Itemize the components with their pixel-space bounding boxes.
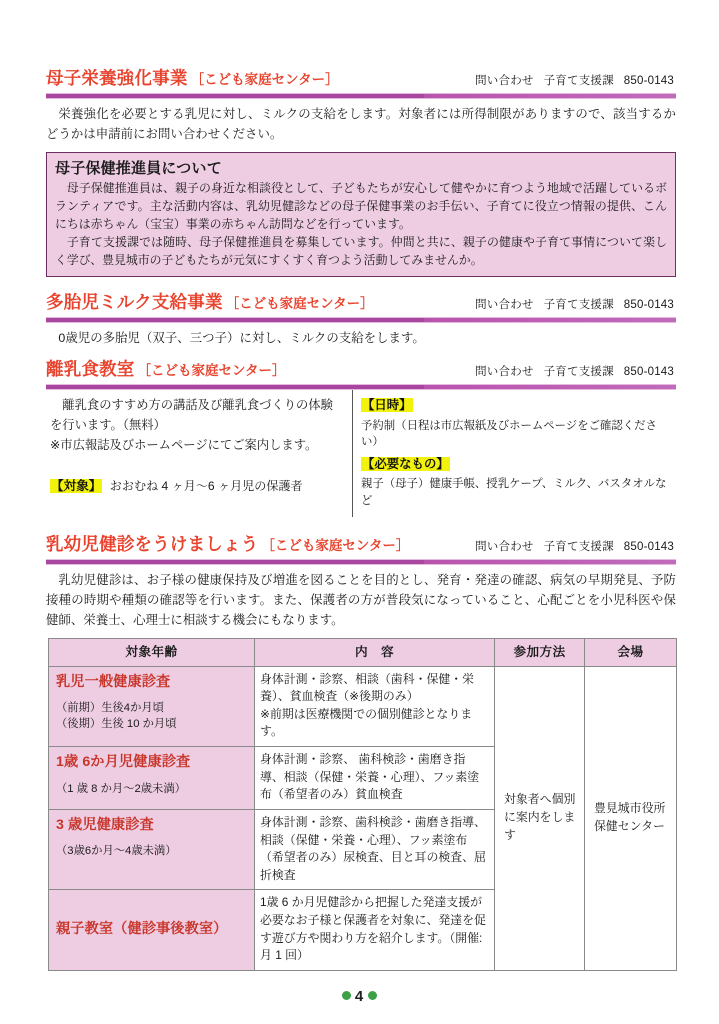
section-boshi-eiyo bbox=[46, 66, 676, 157]
page-footer bbox=[0, 988, 719, 1005]
table-cell-method: 対象者へ個別に案内をします bbox=[495, 666, 585, 970]
table-header-row bbox=[49, 639, 677, 667]
weaning-class-datetime-label-row bbox=[361, 396, 674, 415]
table-header-content: 内 容 bbox=[255, 639, 495, 667]
section-title-bracket: ［こども家庭センター］ bbox=[225, 296, 374, 311]
table-cell-content: 身体計測・診察、 歯科検診・歯磨き指導、相談（保健・栄養・心理）、フッ素塗布（希望者のみ）貧血検査 bbox=[255, 747, 495, 810]
bullet-dot-left-icon bbox=[342, 991, 351, 1000]
weaning-class-target-label: 【対象】 bbox=[51, 478, 102, 493]
table-header-age: 対象年齢 bbox=[49, 639, 255, 667]
weaning-class-description: 離乳食のすすめ方の講話及び離乳食づくりの体験を行います。（無料） bbox=[50, 398, 333, 432]
checkup-age-range: （3歳6か月～4歳未満） bbox=[56, 845, 177, 858]
weaning-class-needed-label-row bbox=[361, 455, 674, 474]
table-row bbox=[49, 666, 677, 746]
weaning-class-datetime-label: 【日時】 bbox=[362, 398, 412, 412]
section-title-bracket: ［こども家庭センター］ bbox=[261, 538, 410, 553]
weaning-class-needed-label: 【必要なもの】 bbox=[362, 456, 449, 471]
page-number: 4 bbox=[354, 988, 365, 1005]
section-header bbox=[46, 290, 676, 316]
bullet-dot-right-icon bbox=[368, 991, 377, 1000]
checkup-age-range: （前期）生後4か月頃 （後期）生後 10 か月頃 bbox=[56, 702, 177, 731]
section-title: 多胎児ミルク支給事業 ［こども家庭センター］ bbox=[46, 292, 374, 312]
promoter-box-paragraph-1: 母子保健推進員は、親子の身近な相談役として、子どもたちが安心して健やかに育つよう地域で活躍しているボランティアです。主な活動内容は、乳幼児健診などの母子保健事業のお手伝い、子育てに役立つ情報の提供、こんにちは赤ちゃん（宝宝）事業の赤ちゃん訪問などを行っています。 bbox=[55, 181, 667, 232]
section-body-text: 0歳児の多胎児（双子、三つ子）に対し、ミルクの支給をします。 bbox=[58, 331, 425, 345]
section-header bbox=[46, 532, 676, 558]
section-tataiji-milk bbox=[46, 290, 676, 360]
weaning-class-panel bbox=[46, 390, 676, 517]
checkup-name: 乳児一般健康診査 bbox=[56, 673, 171, 690]
section-divider-rule bbox=[46, 93, 676, 99]
table-cell-age bbox=[49, 890, 255, 970]
section-title: 離乳食教室 ［こども家庭センター］ bbox=[46, 359, 286, 379]
table-cell-content: 身体計測・診察、歯科検診・歯磨き指導、相談（保健・栄養・心理）、フッ素塗布（希望者のみ）尿検査、目と耳の検査、屈折検査 bbox=[255, 809, 495, 889]
table-cell-age bbox=[49, 809, 255, 889]
weaning-class-needed-value: 親子（母子）健康手帳、授乳ケープ、ミルク、バスタオルなど bbox=[361, 478, 667, 507]
section-divider-rule bbox=[46, 559, 676, 565]
section-title: 母子栄養強化事業 ［こども家庭センター］ bbox=[46, 68, 339, 88]
checkup-name: 親子教室（健診事後教室） bbox=[56, 921, 228, 938]
section-contact: 問い合わせ 子育て支援課 850-0143 bbox=[475, 75, 674, 87]
section-title-bracket: ［こども家庭センター］ bbox=[137, 363, 286, 378]
weaning-class-datetime-value: 予約制（日程は市広報紙及びホームページをご確認ください） bbox=[361, 419, 657, 449]
checkup-table bbox=[48, 638, 677, 971]
table-header-venue: 会場 bbox=[585, 639, 677, 667]
table-cell-content: 身体計測・診察、相談（歯科・保健・栄養）、貧血検査（※後期のみ） ※前期は医療機関での個別健診となります。 bbox=[255, 666, 495, 746]
section-nyuyoji-kenshin bbox=[46, 532, 676, 643]
promoter-info-box bbox=[46, 152, 676, 277]
checkup-name: 3 歳児健康診査 bbox=[56, 816, 154, 833]
section-contact: 問い合わせ 子育て支援課 850-0143 bbox=[475, 541, 674, 553]
table-cell-age bbox=[49, 747, 255, 810]
section-body-text: 乳幼児健診は、お子様の健康保持及び増進を図ることを目的とし、発育・発達の確認、病気の早期発見、予防接種の時期や種類の確認等を行います。また、保護者の方が普段気になっていること、心配ごとを小児科医や保健師、栄養士、心理士に相談する機会にもなります。 bbox=[46, 573, 676, 628]
checkup-name: 1歳 6か月児健康診査 bbox=[56, 754, 191, 771]
section-contact: 問い合わせ 子育て支援課 850-0143 bbox=[475, 366, 674, 378]
section-header bbox=[46, 357, 676, 383]
table-cell-content: 1歳 6 か月児健診から把握した発達支援が必要なお子様と保護者を対象に、発達を促す遊び方や関わり方を紹介します。（開催:月 1 回） bbox=[255, 890, 495, 970]
section-title: 乳幼児健診をうけましょう ［こども家庭センター］ bbox=[46, 534, 410, 554]
weaning-class-target-row bbox=[50, 476, 344, 497]
weaning-class-target-value: おおむね 4 ヶ月～6 ヶ月児の保護者 bbox=[109, 478, 303, 493]
section-rinyushoku-kyoshitsu bbox=[46, 357, 676, 390]
weaning-class-note: ※市広報誌及びホームページにてご案内します。 bbox=[50, 437, 318, 452]
promoter-box-paragraph-2: 子育て支援課では随時、母子保健推進員を募集しています。仲間と共に、親子の健康や子育て事情について楽しく学び、豊見城市の子どもたちが元気にすくすく育つよう活動してみませんか。 bbox=[55, 235, 667, 268]
weaning-class-left-column bbox=[46, 390, 352, 517]
checkup-age-range: （1 歳 8 か月～2歳未満） bbox=[56, 782, 186, 795]
weaning-class-right-column bbox=[352, 390, 676, 517]
section-header bbox=[46, 66, 676, 92]
table-cell-age bbox=[49, 666, 255, 746]
section-body-text: 栄養強化を必要とする乳児に対し、ミルクの支給をします。対象者には所得制限がありますので、該当するかどうかは申請前にお問い合わせください。 bbox=[46, 107, 676, 142]
section-title-bracket: ［こども家庭センター］ bbox=[190, 72, 339, 87]
table-cell-venue: 豊見城市役所保健センター bbox=[585, 666, 677, 970]
promoter-box-heading: 母子保健推進員について bbox=[55, 160, 222, 177]
table-header-method: 参加方法 bbox=[495, 639, 585, 667]
section-divider-rule bbox=[46, 317, 676, 323]
section-contact: 問い合わせ 子育て支援課 850-0143 bbox=[475, 299, 674, 311]
